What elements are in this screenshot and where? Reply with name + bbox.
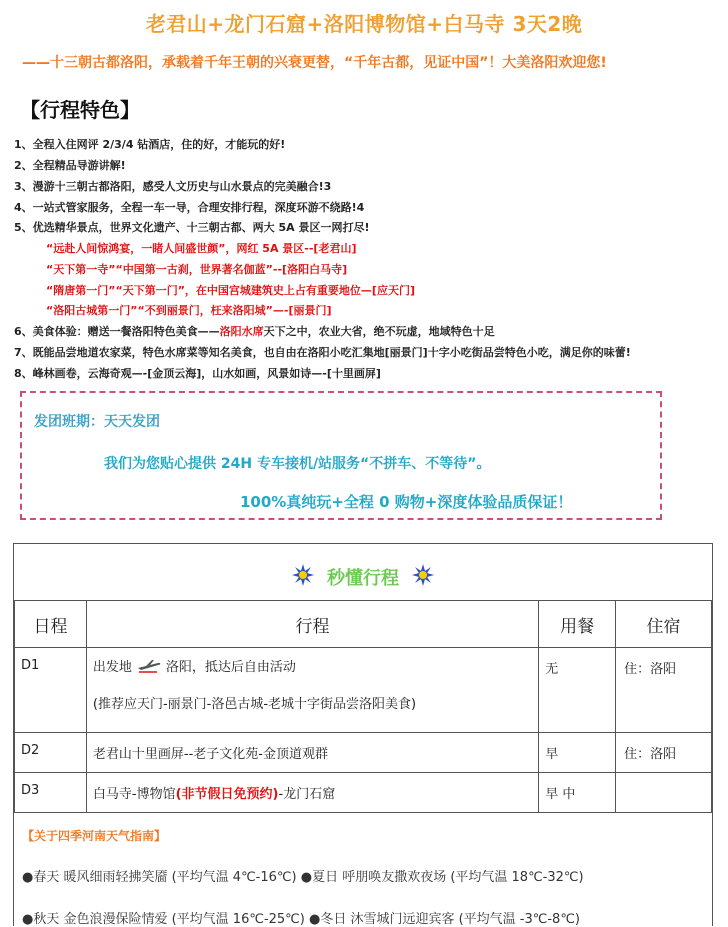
route-part-2: -龙门石窟 — [278, 787, 336, 802]
table-header-row — [15, 601, 712, 648]
meal-cell: 无 — [539, 648, 616, 733]
stay-cell — [616, 773, 712, 813]
feature-sub-laojunshan: “远赴人间惊鸿宴，一睹人间盛世颜”，网红 5A 景区--[老君山] — [46, 242, 357, 255]
itinerary-table — [14, 600, 712, 813]
weather-line-spring-summer: ●春天 暖风细雨轻拂笑靥 (平均气温 4℃-16℃) ●夏日 呼朋唤友撒欢夜场 (平均气温 18℃-32℃) — [22, 870, 584, 885]
page-title: 老君山+龙门石窟+洛阳博物馆+白马寺 3天2晚 — [145, 12, 583, 36]
feature-sub-yingtianmen: “隋唐第一门”“天下第一门”，在中国宫城建筑史上占有重要地位—[应天门] — [46, 284, 415, 297]
day-cell: D3 — [15, 773, 87, 813]
table-row — [15, 648, 712, 733]
notice-schedule: 发团班期：天天发团 — [34, 414, 160, 430]
col-header-stay: 住宿 — [616, 601, 712, 648]
feature-item-4: 4、一站式管家服务，全程一车一导，合理安排行程，深度环游不绕路!4 — [14, 201, 365, 214]
day-cell: D2 — [15, 733, 87, 773]
route-cell — [86, 648, 538, 733]
route-destination: 洛阳，抵达后自由活动 — [165, 660, 296, 675]
sun-icon — [412, 564, 434, 590]
weather-guide-title: 【关于四季河南天气指南】 — [22, 829, 167, 843]
feature-item-6-highlight: 洛阳水席 — [219, 325, 264, 338]
notice-guarantee: 100%真纯玩+全程 0 购物+深度体验品质保证！ — [240, 493, 573, 511]
feature-item-7: 7、既能品尝地道农家菜，特色水席菜等知名美食，也自由在洛阳小吃汇集地[丽景门]十字小吃街品尝特色小吃，满足你的味蕾! — [14, 346, 631, 359]
feature-item-3: 3、漫游十三朝古都洛阳，感受人文历史与山水景点的完美融合!3 — [14, 180, 332, 193]
col-header-route: 行程 — [86, 601, 538, 648]
weather-line-autumn-winter: ●秋天 金色浪漫保险情爱 (平均气温 16℃-25℃) ●冬日 沐雪城门远迎宾客 (平均气温 -3℃-8℃) — [22, 912, 580, 927]
airplane-icon — [136, 659, 162, 677]
col-header-meal: 用餐 — [539, 601, 616, 648]
feature-sub-lijingmen: “洛阳古城第一门”“不到丽景门，枉来洛阳城”—-[丽景门] — [46, 304, 332, 317]
feature-item-6-pre: 6、美食体验：赠送一餐洛阳特色美食—— — [14, 325, 220, 338]
route-note: (推荐应天门-丽景门-洛邑古城-老城十字街品尝洛阳美食) — [92, 696, 417, 712]
col-header-day: 日程 — [15, 601, 87, 648]
meal-cell: 早 中 — [539, 773, 616, 813]
notice-pickup: 我们为您贴心提供 24H 专车接机/站服务“不拼车、不等待”。 — [104, 456, 491, 472]
departure-notice-box — [20, 391, 662, 520]
feature-item-6-post: 天下之中，农业大省，绝不玩虚，地域特色十足 — [263, 325, 495, 338]
route-highlight: (非节假日免预约) — [175, 787, 279, 802]
route-cell: 老君山十里画屏--老子文化苑-金顶道观群 — [86, 733, 538, 773]
itinerary-title: 秒懂行程 — [327, 568, 399, 589]
table-row — [15, 733, 712, 773]
route-part-1: 白马寺-博物馆 — [92, 787, 176, 802]
route-cell — [86, 773, 538, 813]
feature-item-1: 1、全程入住网评 2/3/4 钻酒店，住的好，才能玩的好! — [14, 138, 286, 151]
itinerary-section — [13, 543, 713, 926]
features-heading: 【行程特色】 — [20, 98, 140, 122]
itinerary-title-row — [14, 564, 712, 590]
table-row — [15, 773, 712, 813]
feature-item-8: 8、峰林画卷，云海奇观—-[金顶云海]，山水如画，风景如诗—-[十里画屏] — [14, 367, 381, 380]
route-origin: 出发地 — [92, 660, 132, 675]
feature-sub-baimasi: “天下第一寺”“中国第一古刹，世界著名伽蓝”--[洛阳白马寺] — [46, 263, 348, 276]
stay-cell: 住：洛阳 — [616, 648, 712, 733]
feature-item-2: 2、全程精品导游讲解! — [14, 159, 126, 172]
page-subtitle: ——十三朝古都洛阳，承载着千年王朝的兴衰更替，“千年古都，见证中国”！大美洛阳欢迎您! — [22, 55, 607, 71]
sun-icon — [292, 564, 314, 590]
meal-cell: 早 — [539, 733, 616, 773]
stay-cell: 住：洛阳 — [616, 733, 712, 773]
feature-item-5: 5、优选精华景点，世界文化遗产、十三朝古都、两大 5A 景区一网打尽! — [14, 221, 370, 234]
feature-item-6 — [14, 323, 495, 339]
day-cell: D1 — [15, 648, 87, 733]
